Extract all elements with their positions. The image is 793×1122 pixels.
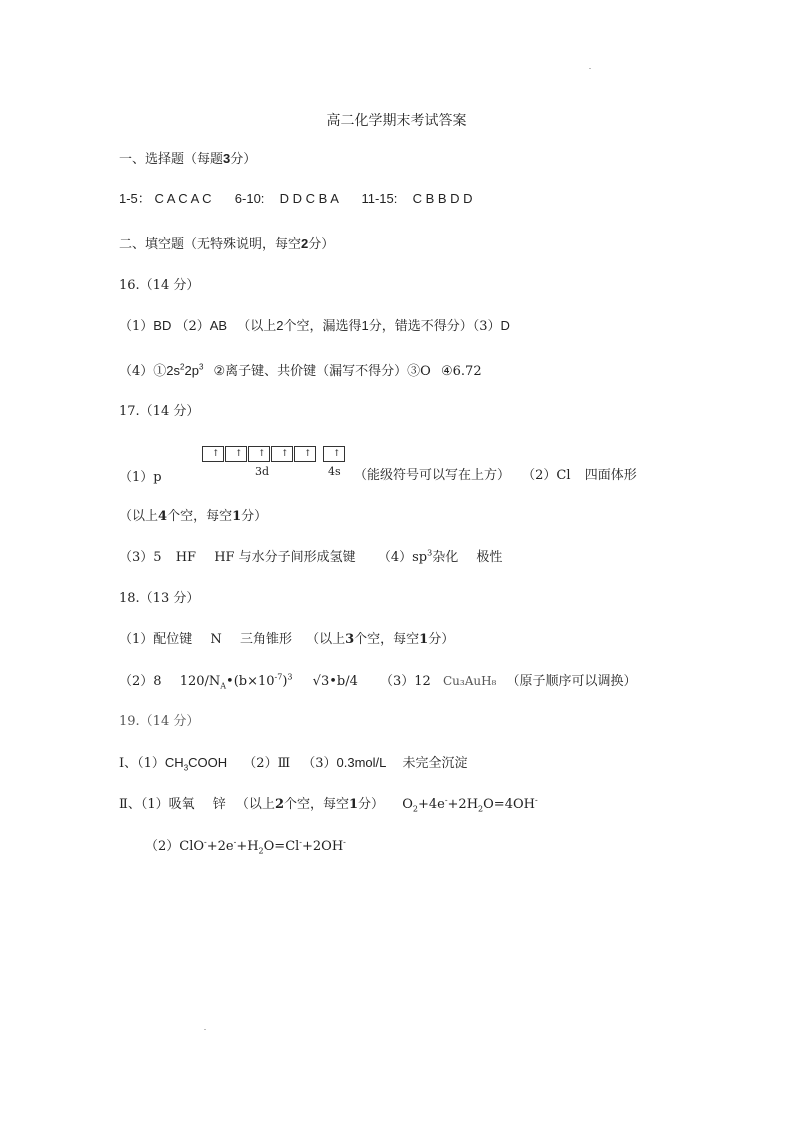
- q17-note: （以上: [119, 509, 159, 524]
- section1-heading: [119, 150, 256, 169]
- q19-cathode-equation: [402, 797, 537, 812]
- q16-note-n2: 1: [361, 318, 369, 333]
- orbital-box-3d-4: [271, 446, 293, 462]
- q19-note-end: 分）: [358, 797, 385, 812]
- spin-up-arrow: ↑: [258, 449, 266, 459]
- q19-line1: [119, 754, 468, 773]
- q19-concentration: 0.3mol/L: [336, 755, 387, 770]
- electron-config: [166, 363, 203, 378]
- eq-e-sup: -: [444, 795, 448, 805]
- section2-points: 2: [301, 236, 309, 251]
- choice-answers-2: D D C B A: [279, 191, 339, 206]
- eq2-e-sup: -: [233, 837, 237, 847]
- q18-part1: （1）配位键: [119, 632, 193, 647]
- q18-header: 18.（13 分）: [119, 591, 200, 606]
- section2-heading-end: 分）: [308, 237, 335, 252]
- q18-note-mid: 个空，每空: [354, 632, 420, 647]
- formula-close: ): [282, 674, 288, 689]
- q16-part4: （4）①: [119, 364, 167, 379]
- q17-part3: （3）5: [119, 550, 162, 565]
- eq2-clo-sup: -: [204, 837, 207, 847]
- orbital-box-3d-1: [202, 446, 224, 462]
- choice-sep: ：: [137, 191, 151, 206]
- q16-note-end: 分，错选不得分）: [368, 319, 473, 334]
- q17-line1-rest: [354, 467, 637, 485]
- q18-line1: [119, 631, 454, 649]
- page-title: 高二化学期末考试答案: [326, 113, 467, 129]
- choice-range-2: 6-10:: [234, 191, 265, 206]
- q16-note-n1: 2: [276, 318, 284, 333]
- q16-note: （以上: [237, 319, 277, 334]
- q16-part1: （1）: [119, 319, 154, 334]
- choice-range-1: 1-5: [119, 191, 138, 206]
- choice-answers-1: C A C A C: [154, 191, 212, 206]
- section1-points: 3: [223, 151, 231, 166]
- q17-sp3-sup: 3: [427, 548, 433, 558]
- q16-part2: （2）: [175, 319, 210, 334]
- q19-ii-part1: （1）吸氧: [140, 797, 195, 812]
- acid-cooh: COOH: [188, 755, 228, 770]
- q17-polarity: 极性: [476, 550, 503, 565]
- q17-answer2: 四面体形: [584, 468, 637, 483]
- section1-heading-text: 一、选择题（每题: [119, 152, 224, 167]
- q19-roman-1: Ⅰ、: [119, 756, 138, 771]
- q18-line2: [119, 672, 637, 691]
- q16-line2: [119, 362, 482, 381]
- q18-distance: √3•b/4: [312, 674, 358, 689]
- q17-note-mid: 个空，每空: [167, 509, 233, 524]
- q17-hybrid: 杂化: [432, 550, 459, 565]
- q18-density-formula: [180, 674, 293, 689]
- spin-up-arrow: ↑: [235, 449, 243, 459]
- choice-answers-3: C B B D D: [412, 191, 473, 206]
- q19-note-mid: 个空，每空: [283, 797, 349, 812]
- eq-e: +4e: [417, 797, 445, 812]
- q17-line1-prefix: （1）p: [119, 470, 162, 485]
- spin-up-arrow: ↑: [304, 449, 312, 459]
- q19-note-n2: 1: [349, 797, 359, 812]
- label-4s: 4s: [328, 465, 341, 478]
- eq-oh: O=4OH: [483, 797, 535, 812]
- choice-range-3: 11-15:: [361, 191, 398, 206]
- orbital-box-3d-5: [294, 446, 316, 462]
- q16-line1: [119, 317, 510, 336]
- q19-roman-2: Ⅱ、: [119, 797, 141, 812]
- spin-up-arrow: ↑: [212, 449, 220, 459]
- q16-answer2: AB: [209, 318, 228, 333]
- eq-h-sub: 2: [478, 804, 484, 814]
- q16-note-mid: 个空，漏选得: [283, 319, 362, 334]
- eq2-oh: +2OH: [302, 839, 344, 854]
- orbital-box-3d-2: [225, 446, 247, 462]
- q17-note-end: 分）: [241, 509, 268, 524]
- q18-note-end: 分）: [428, 632, 455, 647]
- q16-item4: ④6.72: [440, 364, 482, 379]
- spin-up-arrow: ↑: [281, 449, 289, 459]
- corner-mark-top: [589, 68, 591, 69]
- q17-orbital-note: （能级符号可以写在上方）: [354, 468, 511, 483]
- q19-hypochlorite-equation: [145, 839, 346, 854]
- q19-precip: 未完全沉淀: [402, 756, 468, 771]
- q18-answer-n: N: [210, 632, 222, 647]
- formula-sub: A: [220, 681, 227, 691]
- q16-header: 16.（14 分）: [119, 278, 200, 293]
- formula-sup: -7: [274, 672, 283, 682]
- spin-up-arrow: ↑: [333, 449, 341, 459]
- eq-o: O: [402, 797, 413, 812]
- eq2-h: +H: [236, 839, 259, 854]
- q19-note-n1: 2: [274, 797, 284, 812]
- q17-note-n1: 4: [158, 509, 168, 524]
- eq2-clo: （2）ClO: [145, 839, 205, 854]
- q19-line3: [145, 838, 346, 856]
- config-2p-sup: 3: [198, 362, 204, 372]
- config-2p: 2p: [184, 363, 199, 378]
- formula-sup2: 3: [287, 672, 293, 682]
- q19-acetic-acid: [164, 755, 228, 773]
- q17-answer-hf: HF: [175, 550, 197, 565]
- section1-heading-end: 分）: [230, 152, 257, 167]
- orbital-diagram-4s: [323, 446, 345, 462]
- q17-part4: （4）sp: [377, 550, 428, 565]
- q17-note-n2: 1: [232, 509, 242, 524]
- eq-o-sub: 2: [412, 804, 418, 814]
- q19-note: （以上: [235, 797, 275, 812]
- eq2-cl-sup: -: [299, 837, 302, 847]
- config-2s: 2s: [166, 363, 181, 378]
- q19-part3: （3）: [302, 756, 337, 771]
- q17-header: 17.（14 分）: [119, 404, 200, 419]
- q16-part3: （3）: [472, 319, 501, 334]
- q19-header: 19.（14 分）: [119, 714, 200, 729]
- q19-zinc: 锌: [212, 797, 226, 812]
- q17-part2: （2）Cl: [522, 468, 571, 483]
- eq2-e: +2e: [206, 839, 234, 854]
- eq2-cl: O=Cl: [263, 839, 300, 854]
- eq2-oh-sup: -: [343, 837, 346, 847]
- section2-heading-text: 二、填空题（无特殊说明，每空: [119, 237, 302, 252]
- orbital-box-3d-3: [248, 446, 270, 462]
- formula-pre: 120/N: [179, 674, 221, 689]
- section2-heading: [119, 235, 334, 254]
- q16-answer3: D: [500, 318, 510, 333]
- eq2-h-sub: 2: [258, 846, 264, 856]
- eq-oh-sup: -: [534, 795, 538, 805]
- orbital-box-4s: [323, 446, 345, 462]
- q18-order-note: （原子顺序可以调换）: [506, 674, 637, 689]
- orbital-diagram-3d: [202, 446, 317, 462]
- q18-note: （以上: [306, 632, 346, 647]
- q17-answer-hbond: HF 与水分子间形成氢键: [214, 550, 356, 565]
- q17-line3: [119, 549, 502, 567]
- acid-ch: CH: [164, 755, 184, 770]
- q18-formula: Cu₃AuH₈: [442, 674, 497, 688]
- corner-mark-bottom: [204, 1029, 206, 1030]
- q16-answer1: BD: [153, 318, 172, 333]
- acid-sub: 3: [183, 763, 189, 773]
- q19-part1: （1）: [137, 756, 165, 771]
- q18-answer-shape: 三角锥形: [239, 632, 292, 647]
- q19-part2: （2）Ⅲ: [243, 756, 291, 771]
- q18-part2: （2）8: [119, 674, 162, 689]
- q16-items-2-3: ②离子键、共价键（漏写不得分）③O: [213, 364, 431, 379]
- q17-line2: [119, 508, 267, 526]
- config-2s-sup: 2: [180, 362, 185, 372]
- formula-mid: •(b×10: [226, 674, 275, 689]
- q18-note-n2: 1: [419, 632, 429, 647]
- q18-note-n1: 3: [345, 632, 355, 647]
- q19-line2: [119, 796, 538, 814]
- q18-part3: （3）12: [380, 674, 431, 689]
- label-3d: 3d: [255, 465, 270, 478]
- eq-h: +2H: [447, 797, 479, 812]
- choice-answers: [119, 190, 473, 208]
